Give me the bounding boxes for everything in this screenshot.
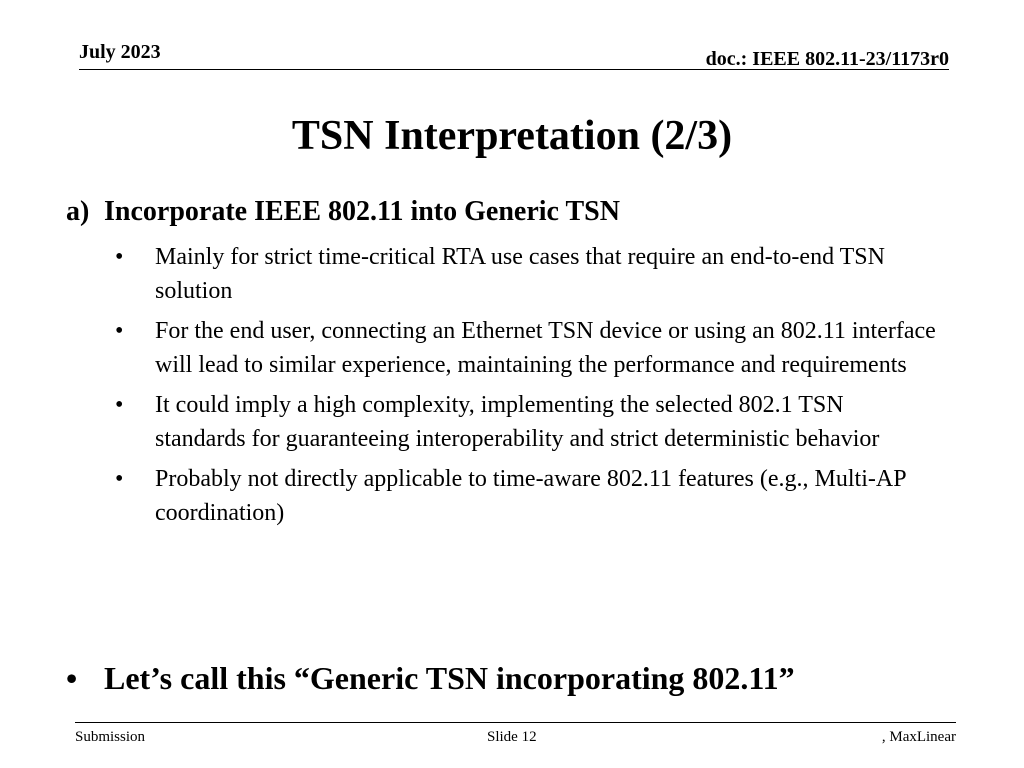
closing-text: Let’s call this “Generic TSN incorporating 802.11” (104, 660, 795, 696)
bullet-text: It could imply a high complexity, implementing the selected 802.1 TSN standards for guaranteeing interoperability and strict deterministic behavior (155, 392, 880, 452)
footer-left: Submission (75, 729, 146, 745)
footer-rule (75, 722, 956, 723)
closing-statement (66, 660, 795, 697)
section-heading-text: Incorporate IEEE 802.11 into Generic TSN (104, 196, 620, 227)
footer-right: , MaxLinear (881, 729, 956, 745)
list-item (110, 240, 940, 308)
bullet-icon: • (115, 466, 124, 492)
header-rule (79, 69, 949, 70)
bullet-icon: • (115, 244, 124, 270)
slide-number: Slide 12 (487, 729, 537, 745)
list-item (110, 462, 940, 530)
list-item (110, 314, 940, 382)
header-doc-id: doc.: IEEE 802.11-23/1173r0 (705, 48, 949, 70)
bullet-text: Mainly for strict time-critical RTA use cases that require an end-to-end TSN solution (155, 244, 885, 304)
list-item (110, 388, 940, 456)
section-marker: a) (66, 196, 90, 227)
bullet-icon: • (115, 392, 124, 418)
section-heading (66, 196, 620, 228)
bullet-text: Probably not directly applicable to time-aware 802.11 features (e.g., Multi-AP coordination) (155, 466, 906, 526)
bullet-list (110, 240, 940, 536)
bullet-text: For the end user, connecting an Ethernet TSN device or using an 802.11 interface will lead to similar experience, maintaining the performance and requirements (155, 318, 936, 378)
bullet-icon: • (115, 318, 124, 344)
slide-title: TSN Interpretation (2/3) (291, 113, 733, 159)
header-date: July 2023 (79, 41, 161, 63)
bullet-icon: • (66, 660, 78, 696)
